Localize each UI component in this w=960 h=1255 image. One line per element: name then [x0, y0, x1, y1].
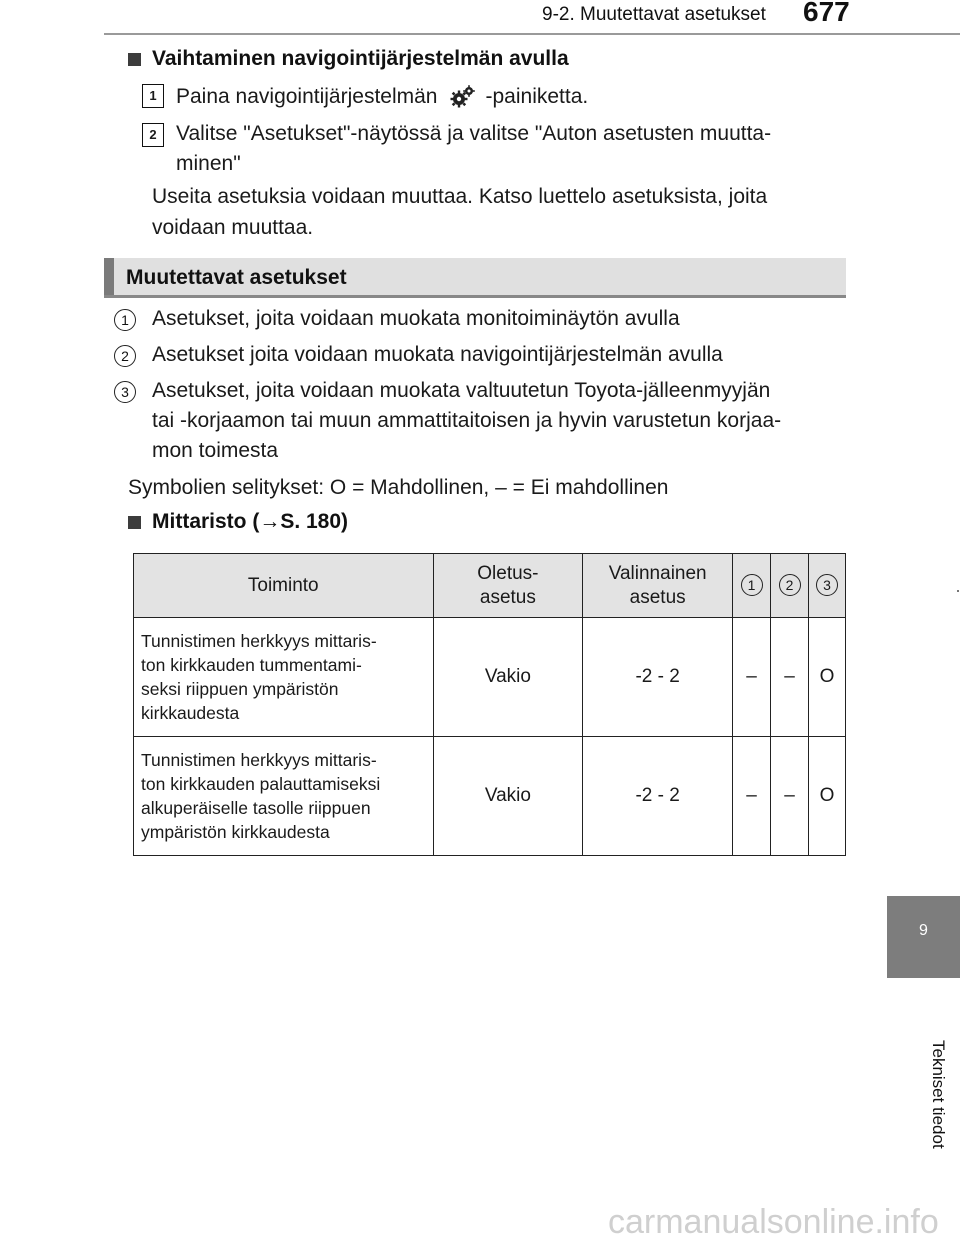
step-number-box: 2 [142, 123, 164, 147]
navigation-heading: Vaihtaminen navigointijärjestelmän avulla [152, 47, 569, 70]
arrow-icon: → [259, 510, 281, 533]
page-header [0, 0, 960, 40]
circle-number-1: 1 [114, 309, 136, 331]
legend-item-3-line-1: Asetukset, joita voidaan muokata valtuutetun Toyota-jälleenmyyjän [152, 379, 771, 402]
desc-line: Tunnistimen herkkyys mittaris- [141, 750, 377, 770]
desc-line: alkuperäiselle tasolle riippuen [141, 798, 371, 818]
row-description [134, 737, 434, 856]
table-row [134, 737, 846, 856]
step-1-after-icon: -painiketta. [485, 85, 589, 108]
row-default: Vakio [433, 618, 583, 737]
edge-mark [957, 590, 959, 592]
header-col-1 [733, 554, 771, 618]
header-optional [583, 554, 733, 618]
circle-number-1: 1 [741, 574, 763, 596]
row-description [134, 618, 434, 737]
header-optional-line-2: asetus [629, 586, 686, 608]
step-1-text [176, 81, 588, 113]
table-row [134, 618, 846, 737]
desc-line: Tunnistimen herkkyys mittaris- [141, 631, 377, 651]
heading-bullet-icon [128, 516, 141, 529]
row-col-1: – [733, 618, 771, 737]
section-header-bar [104, 258, 846, 298]
desc-line: ton kirkkauden tummentami- [141, 655, 362, 675]
watermark: carmanualsonline.info [608, 1203, 939, 1241]
legend-item-3-line-2: tai -korjaamon tai muun ammattitaitoisen ja hyvin varustetun korjaa- [152, 409, 782, 432]
desc-line: ympäristön kirkkaudesta [141, 822, 330, 842]
section-title-text: Muutettavat asetukset [126, 266, 347, 289]
chapter-tab [887, 896, 960, 978]
desc-line: ton kirkkauden palauttamiseksi [141, 774, 381, 794]
settings-gears-icon [450, 84, 476, 110]
row-optional: -2 - 2 [583, 737, 733, 856]
page-number: 677 [803, 0, 850, 27]
header-optional-line-1: Valinnainen [608, 562, 707, 584]
legend-item-3-line-3: mon toimesta [152, 439, 279, 462]
row-col-3: O [809, 618, 846, 737]
section-title: 9-2. Muutettavat asetukset [542, 4, 766, 25]
row-col-2: – [771, 737, 809, 856]
step-1-before-icon: Paina navigointijärjestelmän [176, 85, 438, 108]
chapter-number: 9 [919, 922, 928, 939]
info-line-2: voidaan muuttaa. [152, 216, 314, 239]
cluster-heading [152, 510, 348, 534]
header-default [433, 554, 583, 618]
heading-bullet-icon [128, 53, 141, 66]
settings-table [133, 553, 846, 856]
row-optional: -2 - 2 [583, 618, 733, 737]
table-header-row [134, 554, 846, 618]
cluster-heading-suffix: S. 180) [280, 510, 349, 533]
desc-line: kirkkaudesta [141, 703, 240, 723]
header-col-2 [771, 554, 809, 618]
header-default-line-1: Oletus- [477, 562, 539, 584]
header-divider [104, 33, 960, 35]
header-col-3 [809, 554, 846, 618]
legend-item-2: Asetukset joita voidaan muokata navigointijärjestelmän avulla [152, 343, 723, 366]
circle-number-3: 3 [114, 381, 136, 403]
step-2-line-1: Valitse "Asetukset"-näytössä ja valitse "Auton asetusten muutta- [176, 122, 772, 145]
cluster-heading-prefix: Mittaristo ( [152, 510, 260, 533]
circle-number-3: 3 [816, 574, 838, 596]
row-default: Vakio [433, 737, 583, 856]
section-accent [104, 258, 114, 298]
circle-number-2: 2 [114, 345, 136, 367]
row-col-1: – [733, 737, 771, 856]
section-underline [104, 295, 846, 298]
row-col-3: O [809, 737, 846, 856]
symbols-explanation: Symbolien selitykset: O = Mahdollinen, – = Ei mahdollinen [128, 476, 669, 499]
header-default-line-2: asetus [479, 586, 536, 608]
header-function: Toiminto [134, 554, 434, 618]
row-col-2: – [771, 618, 809, 737]
desc-line: seksi riippuen ympäristön [141, 679, 339, 699]
step-2-line-2: minen" [176, 152, 241, 175]
legend-item-1: Asetukset, joita voidaan muokata monitoiminäytön avulla [152, 307, 680, 330]
chapter-label: Tekniset tiedot [929, 1040, 948, 1149]
step-number-box: 1 [142, 84, 164, 108]
info-line-1: Useita asetuksia voidaan muuttaa. Katso luettelo asetuksista, joita [152, 185, 768, 208]
circle-number-2: 2 [779, 574, 801, 596]
